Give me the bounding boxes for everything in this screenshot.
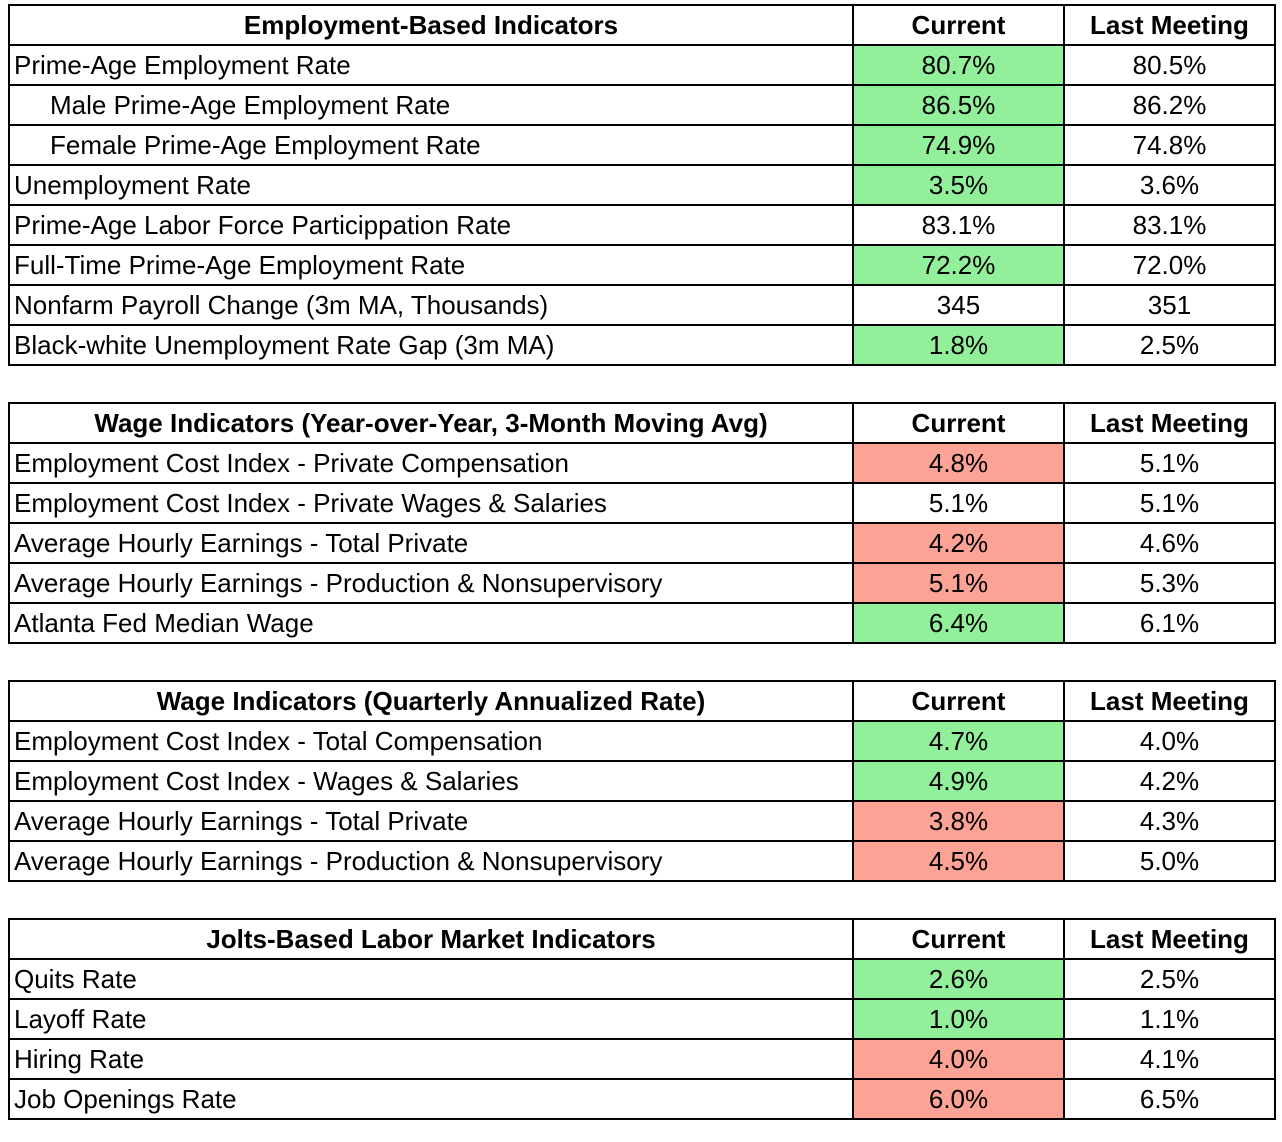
- current-value-cell: 2.6%: [853, 959, 1064, 999]
- last-meeting-value-cell: 5.1%: [1064, 443, 1275, 483]
- last-meeting-value-cell: 4.2%: [1064, 761, 1275, 801]
- last-meeting-value-cell: 1.1%: [1064, 999, 1275, 1039]
- last-meeting-value-cell: 4.1%: [1064, 1039, 1275, 1079]
- last-meeting-value-cell: 4.0%: [1064, 721, 1275, 761]
- table-row: [9, 721, 1275, 761]
- indicator-label: Quits Rate: [9, 959, 853, 999]
- column-header-current: Current: [853, 681, 1064, 721]
- indicator-label: Average Hourly Earnings - Production & Nonsupervisory: [9, 841, 853, 881]
- indicator-table: [8, 918, 1276, 1120]
- table-header-row: [9, 919, 1275, 959]
- last-meeting-value-cell: 80.5%: [1064, 45, 1275, 85]
- indicator-label: Full-Time Prime-Age Employment Rate: [9, 245, 853, 285]
- current-value-cell: 86.5%: [853, 85, 1064, 125]
- indicator-label: Employment Cost Index - Private Wages & Salaries: [9, 483, 853, 523]
- last-meeting-value-cell: 2.5%: [1064, 325, 1275, 365]
- last-meeting-value-cell: 5.1%: [1064, 483, 1275, 523]
- last-meeting-value-cell: 6.5%: [1064, 1079, 1275, 1119]
- indicator-table: [8, 4, 1276, 366]
- table-row: [9, 1039, 1275, 1079]
- current-value-cell: 3.8%: [853, 801, 1064, 841]
- indicator-label: Hiring Rate: [9, 1039, 853, 1079]
- current-value-cell: 6.4%: [853, 603, 1064, 643]
- indicator-label: Employment Cost Index - Private Compensation: [9, 443, 853, 483]
- current-value-cell: 4.0%: [853, 1039, 1064, 1079]
- indicator-table: [8, 402, 1276, 644]
- indicator-label: Unemployment Rate: [9, 165, 853, 205]
- current-value-cell: 72.2%: [853, 245, 1064, 285]
- column-header-current: Current: [853, 5, 1064, 45]
- current-value-cell: 6.0%: [853, 1079, 1064, 1119]
- column-header-last-meeting: Last Meeting: [1064, 5, 1275, 45]
- column-header-last-meeting: Last Meeting: [1064, 919, 1275, 959]
- current-value-cell: 1.8%: [853, 325, 1064, 365]
- last-meeting-value-cell: 83.1%: [1064, 205, 1275, 245]
- last-meeting-value-cell: 351: [1064, 285, 1275, 325]
- current-value-cell: 83.1%: [853, 205, 1064, 245]
- column-header-last-meeting: Last Meeting: [1064, 403, 1275, 443]
- indicator-label: Average Hourly Earnings - Total Private: [9, 523, 853, 563]
- last-meeting-value-cell: 5.0%: [1064, 841, 1275, 881]
- table-row: [9, 205, 1275, 245]
- last-meeting-value-cell: 74.8%: [1064, 125, 1275, 165]
- last-meeting-value-cell: 6.1%: [1064, 603, 1275, 643]
- table-row: [9, 165, 1275, 205]
- table-row: [9, 563, 1275, 603]
- table-row: [9, 999, 1275, 1039]
- indicator-label: Employment Cost Index - Total Compensation: [9, 721, 853, 761]
- column-header-current: Current: [853, 403, 1064, 443]
- table-row: [9, 801, 1275, 841]
- current-value-cell: 5.1%: [853, 563, 1064, 603]
- current-value-cell: 4.5%: [853, 841, 1064, 881]
- current-value-cell: 345: [853, 285, 1064, 325]
- table-title: Jolts-Based Labor Market Indicators: [9, 919, 853, 959]
- indicator-label: Prime-Age Employment Rate: [9, 45, 853, 85]
- last-meeting-value-cell: 3.6%: [1064, 165, 1275, 205]
- table-row: [9, 523, 1275, 563]
- current-value-cell: 3.5%: [853, 165, 1064, 205]
- table-title: Employment-Based Indicators: [9, 5, 853, 45]
- indicator-label: Prime-Age Labor Force Particippation Rate: [9, 205, 853, 245]
- indicator-label: Atlanta Fed Median Wage: [9, 603, 853, 643]
- table-row: [9, 85, 1275, 125]
- indicator-label: Female Prime-Age Employment Rate: [9, 125, 853, 165]
- last-meeting-value-cell: 4.6%: [1064, 523, 1275, 563]
- table-row: [9, 125, 1275, 165]
- indicator-label: Average Hourly Earnings - Total Private: [9, 801, 853, 841]
- table-header-row: [9, 5, 1275, 45]
- last-meeting-value-cell: 2.5%: [1064, 959, 1275, 999]
- table-row: [9, 603, 1275, 643]
- current-value-cell: 1.0%: [853, 999, 1064, 1039]
- last-meeting-value-cell: 4.3%: [1064, 801, 1275, 841]
- table-row: [9, 841, 1275, 881]
- table-row: [9, 45, 1275, 85]
- table-title: Wage Indicators (Quarterly Annualized Rate): [9, 681, 853, 721]
- indicator-table: [8, 680, 1276, 882]
- current-value-cell: 74.9%: [853, 125, 1064, 165]
- last-meeting-value-cell: 72.0%: [1064, 245, 1275, 285]
- current-value-cell: 80.7%: [853, 45, 1064, 85]
- table-header-row: [9, 681, 1275, 721]
- indicator-label: Layoff Rate: [9, 999, 853, 1039]
- table-row: [9, 761, 1275, 801]
- table-row: [9, 959, 1275, 999]
- current-value-cell: 4.8%: [853, 443, 1064, 483]
- indicator-label: Black-white Unemployment Rate Gap (3m MA): [9, 325, 853, 365]
- table-row: [9, 285, 1275, 325]
- indicator-label: Employment Cost Index - Wages & Salaries: [9, 761, 853, 801]
- column-header-last-meeting: Last Meeting: [1064, 681, 1275, 721]
- last-meeting-value-cell: 86.2%: [1064, 85, 1275, 125]
- current-value-cell: 4.9%: [853, 761, 1064, 801]
- current-value-cell: 4.2%: [853, 523, 1064, 563]
- table-row: [9, 483, 1275, 523]
- column-header-current: Current: [853, 919, 1064, 959]
- current-value-cell: 5.1%: [853, 483, 1064, 523]
- current-value-cell: 4.7%: [853, 721, 1064, 761]
- table-row: [9, 1079, 1275, 1119]
- table-title: Wage Indicators (Year-over-Year, 3-Month Moving Avg): [9, 403, 853, 443]
- table-row: [9, 325, 1275, 365]
- table-row: [9, 245, 1275, 285]
- indicator-label: Male Prime-Age Employment Rate: [9, 85, 853, 125]
- table-row: [9, 443, 1275, 483]
- indicator-label: Nonfarm Payroll Change (3m MA, Thousands): [9, 285, 853, 325]
- last-meeting-value-cell: 5.3%: [1064, 563, 1275, 603]
- indicator-label: Average Hourly Earnings - Production & Nonsupervisory: [9, 563, 853, 603]
- indicator-label: Job Openings Rate: [9, 1079, 853, 1119]
- table-header-row: [9, 403, 1275, 443]
